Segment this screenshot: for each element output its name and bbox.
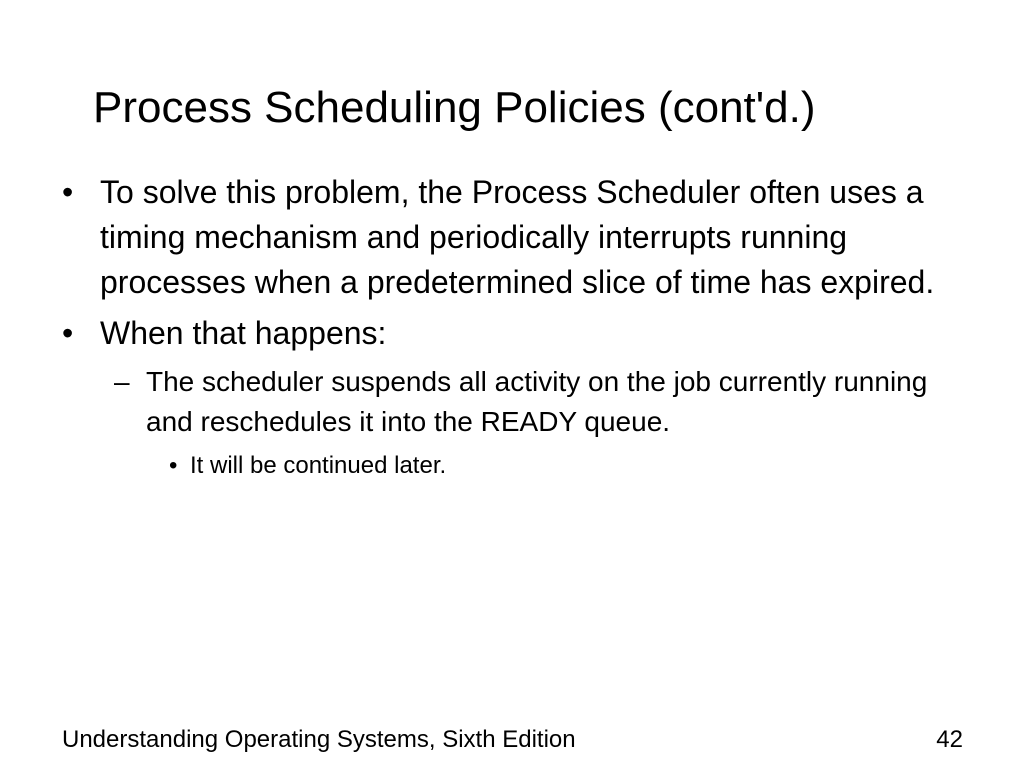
bullet-item	[62, 311, 962, 356]
bullet-item	[62, 170, 962, 305]
sub-sub-bullet-item	[62, 450, 962, 482]
slide-title: Process Scheduling Policies (cont'd.)	[93, 83, 816, 132]
sub-bullet-item	[62, 362, 962, 442]
page-number: 42	[936, 726, 963, 753]
slide-body	[62, 170, 962, 482]
sub-bullet-marker: –	[114, 366, 130, 397]
bullet-text: When that happens:	[100, 315, 387, 351]
bullet-marker: •	[62, 315, 74, 351]
footer-book-title: Understanding Operating Systems, Sixth Edition	[62, 726, 576, 753]
bullet-marker: •	[62, 174, 74, 210]
sub-sub-bullet-marker: •	[169, 452, 178, 479]
bullet-text: To solve this problem, the Process Scheduler often uses a timing mechanism and periodically interrupts running processes when a predetermined slice of time has expired.	[100, 174, 935, 300]
sub-bullet-text: The scheduler suspends all activity on the job currently running and reschedules it into the READY queue.	[146, 366, 928, 437]
sub-sub-bullet-text: It will be continued later.	[190, 452, 447, 479]
